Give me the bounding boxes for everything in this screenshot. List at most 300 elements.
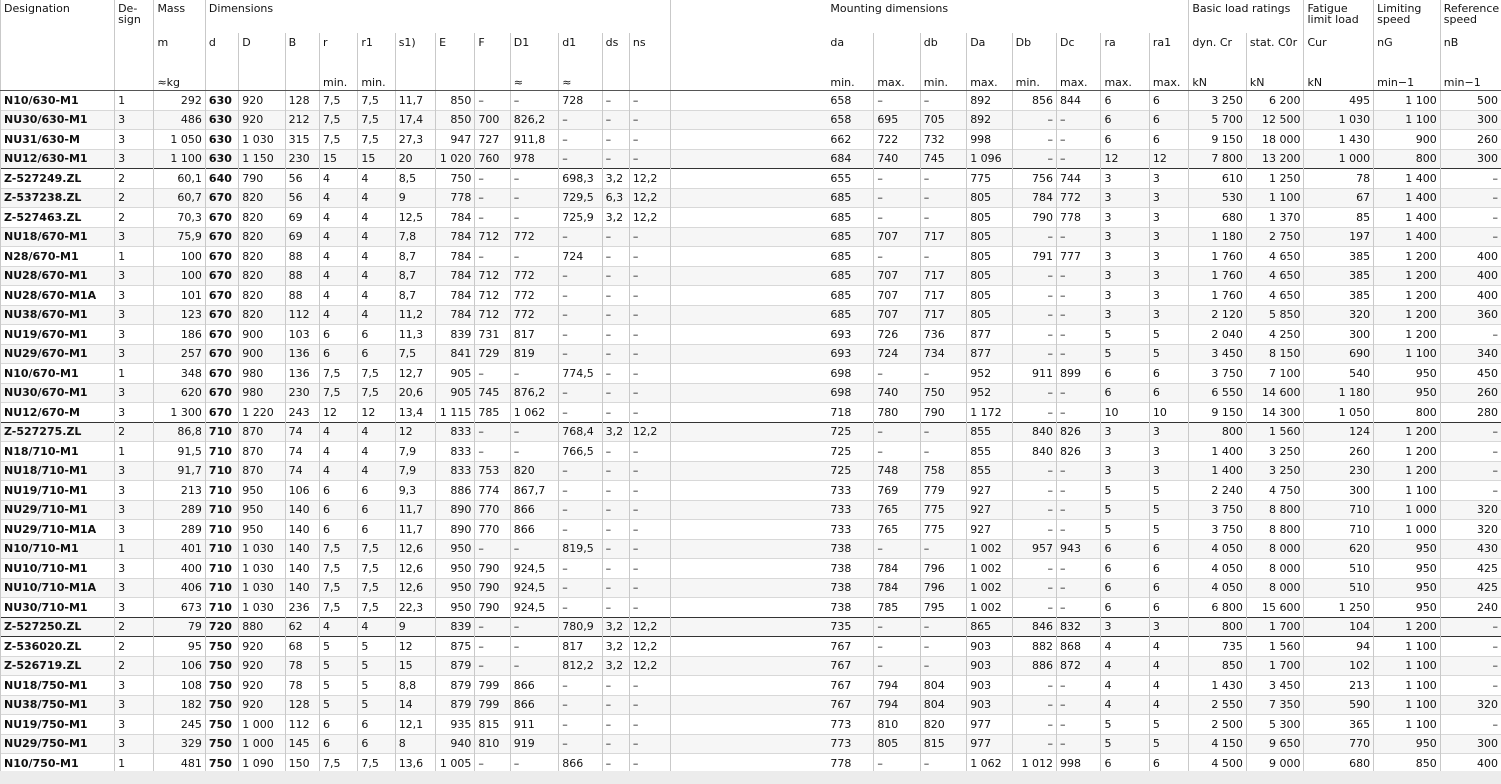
- value-cell: –: [874, 539, 920, 559]
- value-cell: –: [1012, 461, 1056, 481]
- value-cell: 10: [1149, 403, 1188, 423]
- value-cell: 882: [1012, 637, 1056, 657]
- value-cell: 707: [874, 266, 920, 286]
- value-cell: 977: [967, 715, 1012, 735]
- value-cell: 3: [1101, 617, 1149, 637]
- value-cell: 1 400: [1374, 169, 1441, 189]
- value-cell: –: [874, 656, 920, 676]
- value-cell: 9 650: [1246, 734, 1304, 754]
- value-cell: –: [602, 442, 629, 462]
- designation-cell: N10/670-M1: [1, 364, 115, 384]
- value-cell: 68: [285, 637, 319, 657]
- value-cell: –: [475, 247, 510, 267]
- table-row: [1, 91, 1501, 111]
- value-cell: –: [559, 500, 602, 520]
- designation-cell: NU12/670-M: [1, 403, 115, 423]
- value-cell: 924,5: [510, 559, 558, 579]
- spacer-cell: [671, 247, 827, 267]
- value-cell: 12,6: [395, 578, 435, 598]
- value-cell: –: [1057, 481, 1101, 501]
- value-cell: 1 012: [1012, 754, 1056, 773]
- value-cell: 1 030: [239, 559, 285, 579]
- value-cell: 890: [436, 500, 475, 520]
- table-row: [1, 500, 1501, 520]
- value-cell: 3: [115, 383, 154, 403]
- value-cell: 7,8: [395, 227, 435, 247]
- value-cell: –: [1012, 383, 1056, 403]
- value-cell: 868: [1057, 637, 1101, 657]
- table-row: [1, 266, 1501, 286]
- value-cell: 1 200: [1374, 286, 1441, 306]
- value-cell: 7,5: [319, 383, 357, 403]
- value-cell: 943: [1057, 539, 1101, 559]
- designation-cell: Z-537238.ZL: [1, 188, 115, 208]
- value-cell: –: [475, 754, 510, 773]
- value-cell: 7,5: [358, 559, 395, 579]
- spacer-cell: [671, 676, 827, 696]
- designation-cell: NU38/750-M1: [1, 695, 115, 715]
- value-cell: 86,8: [154, 422, 205, 442]
- value-cell: 3: [115, 110, 154, 130]
- table-row: [1, 715, 1501, 735]
- designation-cell: NU19/710-M1: [1, 481, 115, 501]
- value-cell: 707: [874, 305, 920, 325]
- value-cell: 289: [154, 500, 205, 520]
- value-cell: 365: [1304, 715, 1374, 735]
- value-cell: 773: [830, 717, 852, 731]
- value-cell: 740: [874, 149, 920, 169]
- value-cell: 88: [285, 266, 319, 286]
- value-cell: 695: [874, 110, 920, 130]
- value-cell: 108: [154, 676, 205, 696]
- value-cell: 289: [154, 520, 205, 540]
- value-cell: 947: [436, 130, 475, 150]
- value-cell: 4: [358, 208, 395, 228]
- value-cell: 998: [1057, 754, 1101, 773]
- value-cell: 9 150: [1189, 130, 1247, 150]
- value-cell: 844: [1057, 91, 1101, 111]
- value-cell: 820: [239, 266, 285, 286]
- value-cell: 817: [510, 325, 558, 345]
- spacer-cell: [671, 344, 827, 364]
- value-cell: –: [602, 500, 629, 520]
- value-cell: 685: [830, 191, 852, 205]
- value-cell: 725,9: [559, 208, 602, 228]
- designation-cell: N10/710-M1: [1, 539, 115, 559]
- value-cell: 75,9: [154, 227, 205, 247]
- value-cell: 630: [205, 91, 238, 111]
- spacer-cell: [671, 539, 827, 559]
- value-cell: 3: [1149, 461, 1188, 481]
- value-cell: 7,5: [319, 598, 357, 618]
- value-cell: 10: [1101, 403, 1149, 423]
- value-cell: 841: [436, 344, 475, 364]
- value-cell: 230: [285, 149, 319, 169]
- value-cell: 100: [154, 247, 205, 267]
- table-row: [1, 754, 1501, 773]
- value-cell: –: [874, 188, 920, 208]
- header-symbol-26: Cur: [1304, 33, 1374, 71]
- value-cell: –: [1440, 715, 1501, 735]
- value-cell: 805: [967, 208, 1012, 228]
- value-cell: 3,2: [602, 422, 629, 442]
- value-cell: 7,5: [319, 364, 357, 384]
- value-cell: –: [602, 149, 629, 169]
- value-cell: 1 100: [1374, 344, 1441, 364]
- header-unit-20: min.: [1012, 71, 1056, 91]
- value-cell: 140: [285, 520, 319, 540]
- value-cell: 12,2: [629, 637, 671, 657]
- value-cell: 3: [115, 715, 154, 735]
- value-cell: 729: [475, 344, 510, 364]
- value-cell: 145: [285, 734, 319, 754]
- value-cell: 1 200: [1374, 266, 1441, 286]
- value-cell: –: [874, 364, 920, 384]
- value-cell: 738: [830, 561, 852, 575]
- value-cell: –: [510, 539, 558, 559]
- value-cell: 9: [395, 188, 435, 208]
- value-cell: 670: [205, 383, 238, 403]
- value-cell: 4 650: [1246, 266, 1304, 286]
- header-unit-1: [115, 71, 154, 91]
- value-cell: –: [629, 715, 671, 735]
- value-cell: 710: [205, 578, 238, 598]
- value-cell: 3 250: [1189, 91, 1247, 111]
- value-cell: 7,9: [395, 461, 435, 481]
- spacer-cell: [671, 520, 827, 540]
- value-cell: –: [602, 383, 629, 403]
- value-cell: 772: [510, 266, 558, 286]
- value-cell: 712: [475, 286, 510, 306]
- value-cell: 5 850: [1246, 305, 1304, 325]
- spacer-cell: [671, 754, 827, 773]
- value-cell: 12,6: [395, 539, 435, 559]
- value-cell: 799: [475, 695, 510, 715]
- value-cell: 300: [1440, 110, 1501, 130]
- spacer-cell: [671, 383, 827, 403]
- value-cell: 74: [285, 422, 319, 442]
- value-cell: 5: [1149, 500, 1188, 520]
- value-cell: 900: [1374, 130, 1441, 150]
- value-cell: 11,7: [395, 91, 435, 111]
- value-cell: 1 005: [436, 754, 475, 773]
- value-cell: 425: [1440, 559, 1501, 579]
- header-reference-speed: Reference speed: [1440, 0, 1501, 33]
- value-cell: 950: [1374, 539, 1441, 559]
- value-cell: –: [559, 520, 602, 540]
- value-cell: 3: [1149, 169, 1188, 189]
- value-cell: 733: [830, 503, 852, 517]
- value-cell: –: [874, 247, 920, 267]
- value-cell: 7,5: [319, 559, 357, 579]
- value-cell: 12,6: [395, 559, 435, 579]
- value-cell: 3: [115, 500, 154, 520]
- value-cell: 6: [319, 734, 357, 754]
- value-cell: –: [559, 110, 602, 130]
- value-cell: 4: [358, 617, 395, 637]
- value-cell: 950: [1374, 364, 1441, 384]
- value-cell: 5: [1101, 344, 1149, 364]
- value-cell: –: [1440, 617, 1501, 637]
- value-cell: –: [559, 149, 602, 169]
- header-unit-15: [671, 71, 827, 91]
- value-cell: 790: [475, 559, 510, 579]
- value-cell: 13,6: [395, 754, 435, 773]
- value-cell: 15 600: [1246, 598, 1304, 618]
- header-unit-23: max.: [1149, 71, 1188, 91]
- value-cell: 773: [830, 737, 852, 751]
- value-cell: 6: [1101, 539, 1149, 559]
- value-cell: 1 760: [1189, 266, 1247, 286]
- value-cell: –: [602, 578, 629, 598]
- value-cell: 658: [830, 93, 852, 107]
- value-cell: –: [475, 656, 510, 676]
- value-cell: 1 030: [239, 130, 285, 150]
- value-cell: 685: [830, 210, 852, 224]
- value-cell: 112: [285, 305, 319, 325]
- value-cell: 826: [1057, 442, 1101, 462]
- header-unit-17: max.: [874, 71, 920, 91]
- designation-cell: NU18/670-M1: [1, 227, 115, 247]
- value-cell: 88: [285, 247, 319, 267]
- table-row: [1, 656, 1501, 676]
- value-cell: 700: [475, 110, 510, 130]
- value-cell: 3: [1149, 266, 1188, 286]
- value-cell: 820: [239, 208, 285, 228]
- value-cell: 756: [1012, 169, 1056, 189]
- value-cell: 1 700: [1246, 617, 1304, 637]
- value-cell: 980: [239, 383, 285, 403]
- value-cell: 3,2: [602, 169, 629, 189]
- value-cell: 360: [1440, 305, 1501, 325]
- value-cell: 952: [967, 364, 1012, 384]
- value-cell: 977: [967, 734, 1012, 754]
- value-cell: 2 500: [1189, 715, 1247, 735]
- value-cell: 1 250: [1304, 598, 1374, 618]
- value-cell: –: [510, 637, 558, 657]
- value-cell: –: [510, 617, 558, 637]
- value-cell: 3: [115, 149, 154, 169]
- value-cell: 924,5: [510, 578, 558, 598]
- value-cell: –: [1012, 695, 1056, 715]
- value-cell: 710: [205, 461, 238, 481]
- value-cell: 4 050: [1189, 539, 1247, 559]
- value-cell: –: [920, 617, 966, 637]
- value-cell: 3 450: [1246, 676, 1304, 696]
- designation-cell: NU18/710-M1: [1, 461, 115, 481]
- value-cell: 6: [358, 500, 395, 520]
- value-cell: 15: [395, 656, 435, 676]
- value-cell: 60,1: [154, 169, 205, 189]
- value-cell: 5: [1101, 520, 1149, 540]
- value-cell: 879: [436, 695, 475, 715]
- value-cell: 1 050: [154, 130, 205, 150]
- value-cell: 899: [1057, 364, 1101, 384]
- value-cell: –: [874, 169, 920, 189]
- value-cell: 738: [830, 581, 852, 595]
- value-cell: –: [920, 442, 966, 462]
- value-cell: –: [510, 247, 558, 267]
- value-cell: 777: [1057, 247, 1101, 267]
- spacer-cell: [671, 403, 827, 423]
- value-cell: 748: [874, 461, 920, 481]
- value-cell: 4: [358, 169, 395, 189]
- value-cell: 4 050: [1189, 559, 1247, 579]
- value-cell: 95: [154, 637, 205, 657]
- value-cell: 778: [436, 188, 475, 208]
- value-cell: 865: [967, 617, 1012, 637]
- value-cell: 112: [285, 715, 319, 735]
- value-cell: 839: [436, 325, 475, 345]
- value-cell: –: [1012, 305, 1056, 325]
- value-cell: 717: [920, 305, 966, 325]
- value-cell: 698,3: [559, 169, 602, 189]
- table-row: [1, 481, 1501, 501]
- value-cell: 6: [358, 520, 395, 540]
- value-cell: 732: [920, 130, 966, 150]
- value-cell: 12,2: [629, 208, 671, 228]
- value-cell: 952: [967, 383, 1012, 403]
- value-cell: 839: [436, 617, 475, 637]
- value-cell: 4: [1149, 637, 1188, 657]
- value-cell: –: [1057, 578, 1101, 598]
- value-cell: 182: [154, 695, 205, 715]
- value-cell: 481: [154, 754, 205, 773]
- value-cell: 693: [830, 347, 852, 361]
- value-cell: –: [920, 247, 966, 267]
- value-cell: 1 000: [1374, 520, 1441, 540]
- value-cell: 1 200: [1374, 617, 1441, 637]
- value-cell: 978: [510, 149, 558, 169]
- value-cell: –: [559, 695, 602, 715]
- value-cell: 22,3: [395, 598, 435, 618]
- value-cell: –: [475, 422, 510, 442]
- value-cell: 3: [115, 676, 154, 696]
- designation-cell: NU29/670-M1: [1, 344, 115, 364]
- value-cell: 738: [830, 542, 852, 556]
- value-cell: 1 100: [1374, 637, 1441, 657]
- value-cell: 767: [830, 639, 852, 653]
- value-cell: 750: [205, 637, 238, 657]
- header-symbol-27: nG: [1374, 33, 1441, 71]
- value-cell: –: [475, 442, 510, 462]
- value-cell: 790: [920, 403, 966, 423]
- value-cell: –: [602, 559, 629, 579]
- value-cell: 140: [285, 500, 319, 520]
- value-cell: –: [629, 559, 671, 579]
- value-cell: 805: [874, 734, 920, 754]
- value-cell: 300: [1440, 734, 1501, 754]
- value-cell: 840: [1012, 422, 1056, 442]
- value-cell: 805: [967, 266, 1012, 286]
- table-row: [1, 598, 1501, 618]
- header-basic-load-ratings: Basic load ratings: [1189, 0, 1304, 33]
- value-cell: 3: [115, 461, 154, 481]
- value-cell: 768,4: [559, 422, 602, 442]
- value-cell: 3,2: [602, 637, 629, 657]
- value-cell: 804: [920, 676, 966, 696]
- value-cell: 320: [1304, 305, 1374, 325]
- value-cell: 640: [205, 169, 238, 189]
- header-design: De- sign: [115, 0, 154, 33]
- header-mounting-dimensions: Mounting dimensions: [827, 0, 1188, 33]
- value-cell: 3: [1101, 286, 1149, 306]
- value-cell: 3,2: [602, 656, 629, 676]
- value-cell: –: [1012, 130, 1056, 150]
- value-cell: 425: [1440, 578, 1501, 598]
- value-cell: 1 200: [1374, 461, 1441, 481]
- value-cell: 1 090: [239, 754, 285, 773]
- value-cell: 3 750: [1189, 520, 1247, 540]
- value-cell: 658: [830, 113, 852, 127]
- value-cell: 5: [1149, 734, 1188, 754]
- value-cell: 1 000: [239, 715, 285, 735]
- header-spacer: [671, 0, 827, 33]
- value-cell: –: [629, 734, 671, 754]
- value-cell: 1 030: [239, 598, 285, 618]
- designation-cell: NU29/710-M1: [1, 500, 115, 520]
- value-cell: 796: [920, 578, 966, 598]
- value-cell: 243: [285, 403, 319, 423]
- value-cell: 1 300: [154, 403, 205, 423]
- value-cell: 8 800: [1246, 500, 1304, 520]
- value-cell: 7,5: [319, 110, 357, 130]
- table-row: [1, 637, 1501, 657]
- value-cell: –: [1012, 403, 1056, 423]
- value-cell: 866: [559, 754, 602, 773]
- value-cell: 5: [1149, 325, 1188, 345]
- header-unit-19: max.: [967, 71, 1012, 91]
- value-cell: 67: [1304, 188, 1374, 208]
- value-cell: 7,5: [319, 539, 357, 559]
- value-cell: 3: [115, 695, 154, 715]
- value-cell: 6: [358, 715, 395, 735]
- header-symbol-11: D1: [510, 33, 558, 71]
- value-cell: 920: [239, 676, 285, 696]
- value-cell: 817: [559, 637, 602, 657]
- value-cell: 900: [239, 344, 285, 364]
- value-cell: 1 200: [1374, 305, 1441, 325]
- designation-cell: N10/750-M1: [1, 754, 115, 773]
- value-cell: 5: [358, 637, 395, 657]
- table-row: [1, 617, 1501, 637]
- value-cell: 6: [319, 344, 357, 364]
- value-cell: 855: [967, 461, 1012, 481]
- value-cell: 1 062: [967, 754, 1012, 773]
- value-cell: 1 002: [967, 559, 1012, 579]
- value-cell: 655: [830, 171, 852, 185]
- value-cell: 8: [395, 734, 435, 754]
- value-cell: 870: [239, 422, 285, 442]
- header-unit-16: min.: [827, 71, 873, 91]
- value-cell: 685: [830, 249, 852, 263]
- value-cell: 772: [510, 227, 558, 247]
- value-cell: 670: [205, 364, 238, 384]
- header-unit-7: min.: [358, 71, 395, 91]
- value-cell: 9,3: [395, 481, 435, 501]
- value-cell: –: [874, 91, 920, 111]
- spacer-cell: [671, 130, 827, 150]
- value-cell: –: [629, 754, 671, 773]
- header-symbol-25: stat. C0r: [1246, 33, 1304, 71]
- value-cell: 7 100: [1246, 364, 1304, 384]
- value-cell: 245: [154, 715, 205, 735]
- value-cell: 3: [115, 227, 154, 247]
- value-cell: 877: [967, 325, 1012, 345]
- value-cell: –: [602, 461, 629, 481]
- value-cell: 7,5: [358, 110, 395, 130]
- value-cell: 770: [1304, 734, 1374, 754]
